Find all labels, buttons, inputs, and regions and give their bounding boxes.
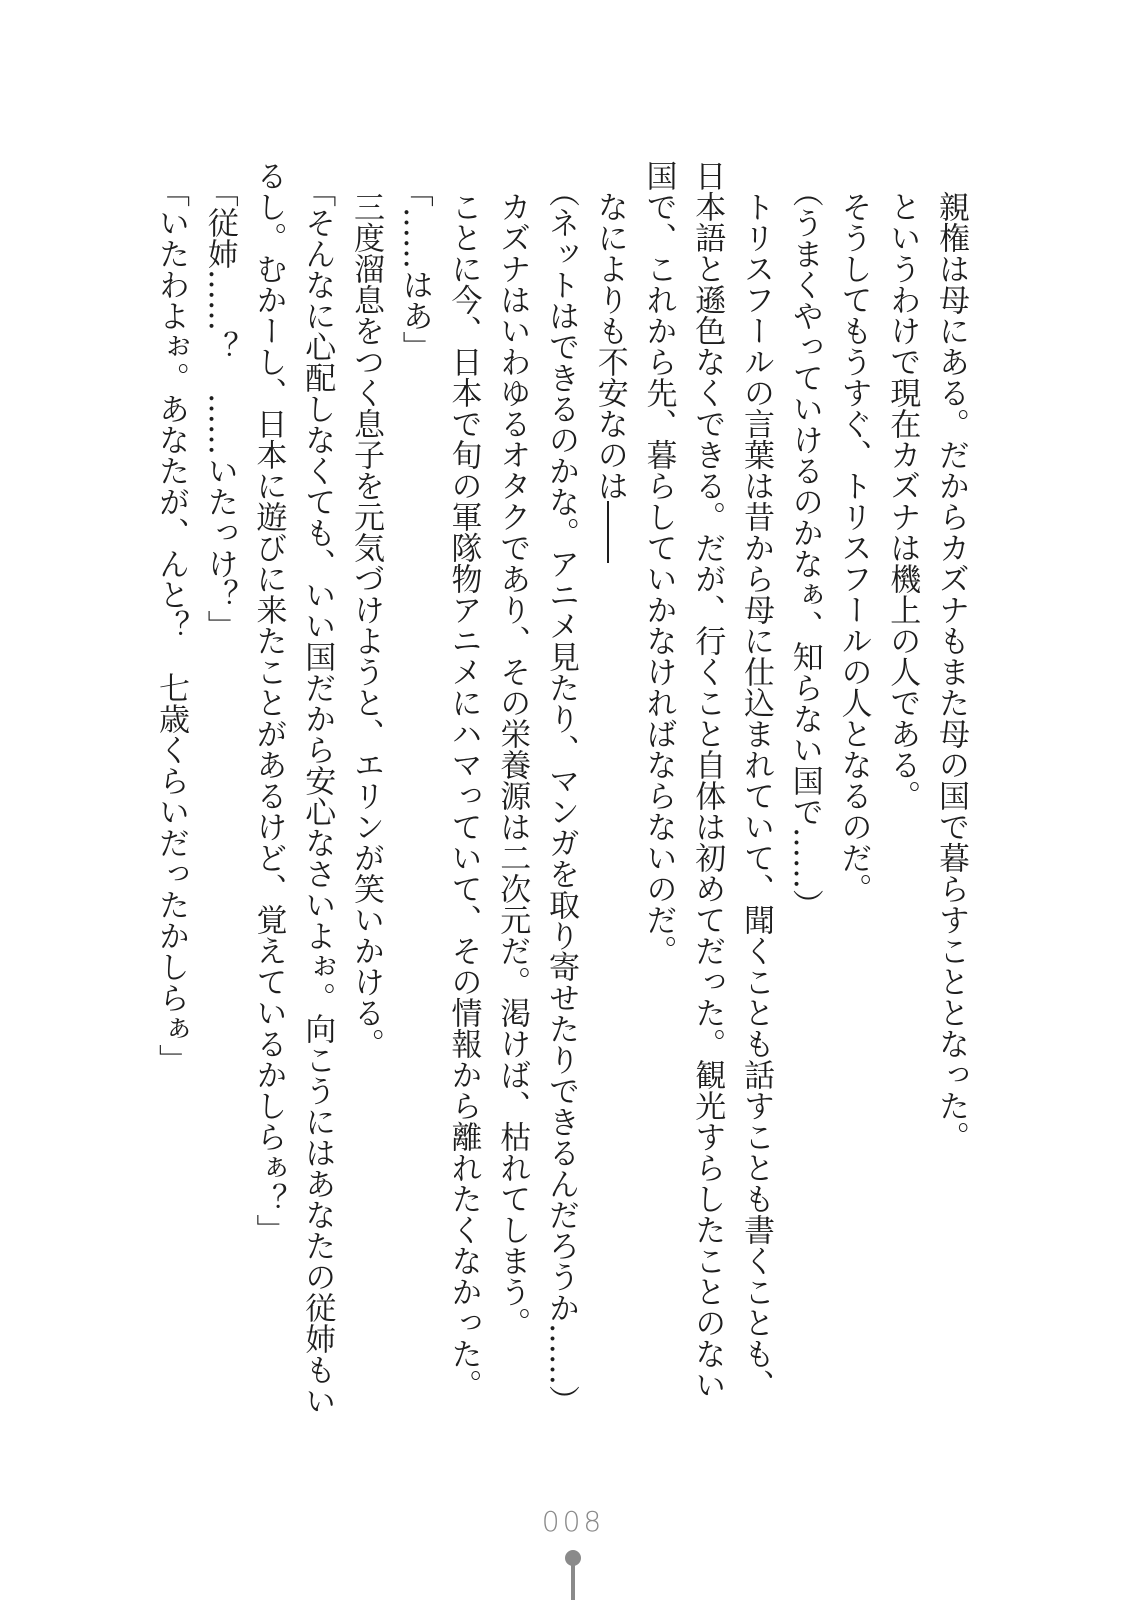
body-text-block xyxy=(146,160,975,1432)
text-column: そうしてもうすぐ、トリスフールの人となるのだ。 xyxy=(835,191,872,904)
text-column: （ネットはできるのかな。アニメ見たり、マンガを取り寄せたりできるんだろうか……） xyxy=(543,175,579,1416)
text-column: 三度溜息をつく息子を元気づけようと、エリンが笑いかける。 xyxy=(348,191,384,1059)
text-column: カズナはいわゆるオタクであり、その栄養源は二次元だ。渇けば、枯れてしまう。 xyxy=(494,191,531,1338)
text-column: （うまくやっていけるのかなぁ、知らない国で……） xyxy=(786,175,823,920)
text-column: 国で、これから先、暮らしていかなければならないのだ。 xyxy=(640,160,677,966)
text-column: 「従姉……？ ……いたっけ？」 xyxy=(201,175,238,641)
page-number: 008 xyxy=(541,1505,605,1538)
text-column: 「……はあ」 xyxy=(396,175,433,362)
footer-rule-line xyxy=(571,1560,575,1600)
text-column: なによりも不安なのは―― xyxy=(591,191,628,563)
text-column: というわけで現在カズナは機上の人である。 xyxy=(884,191,921,811)
text-column: トリスフールの言葉は昔から母に仕込まれていて、聞くことも話すことも書くことも、 xyxy=(738,191,774,1400)
text-column: 「そんなに心配しなくても、いい国だから安心なさいよぉ。向こうにはあなたの従姉もい xyxy=(299,175,336,1416)
text-column: ことに今、日本で旬の軍隊物アニメにハマっていて、その情報から離れたくなかった。 xyxy=(445,191,482,1400)
text-column: 親権は母にある。だからカズナもまた母の国で暮らすこととなった。 xyxy=(933,191,969,1152)
text-column: 「いたわよぉ。あなたが、んと？ 七歳くらいだったかしらぁ」 xyxy=(153,175,189,1075)
text-column: るし。むかーし、日本に遊びに来たことがあるけど、覚えているかしらぁ？」 xyxy=(250,160,287,1245)
text-column: 日本語と遜色なくできる。だが、行くこと自体は初めてだった。観光すらしたことのない xyxy=(689,160,726,1400)
